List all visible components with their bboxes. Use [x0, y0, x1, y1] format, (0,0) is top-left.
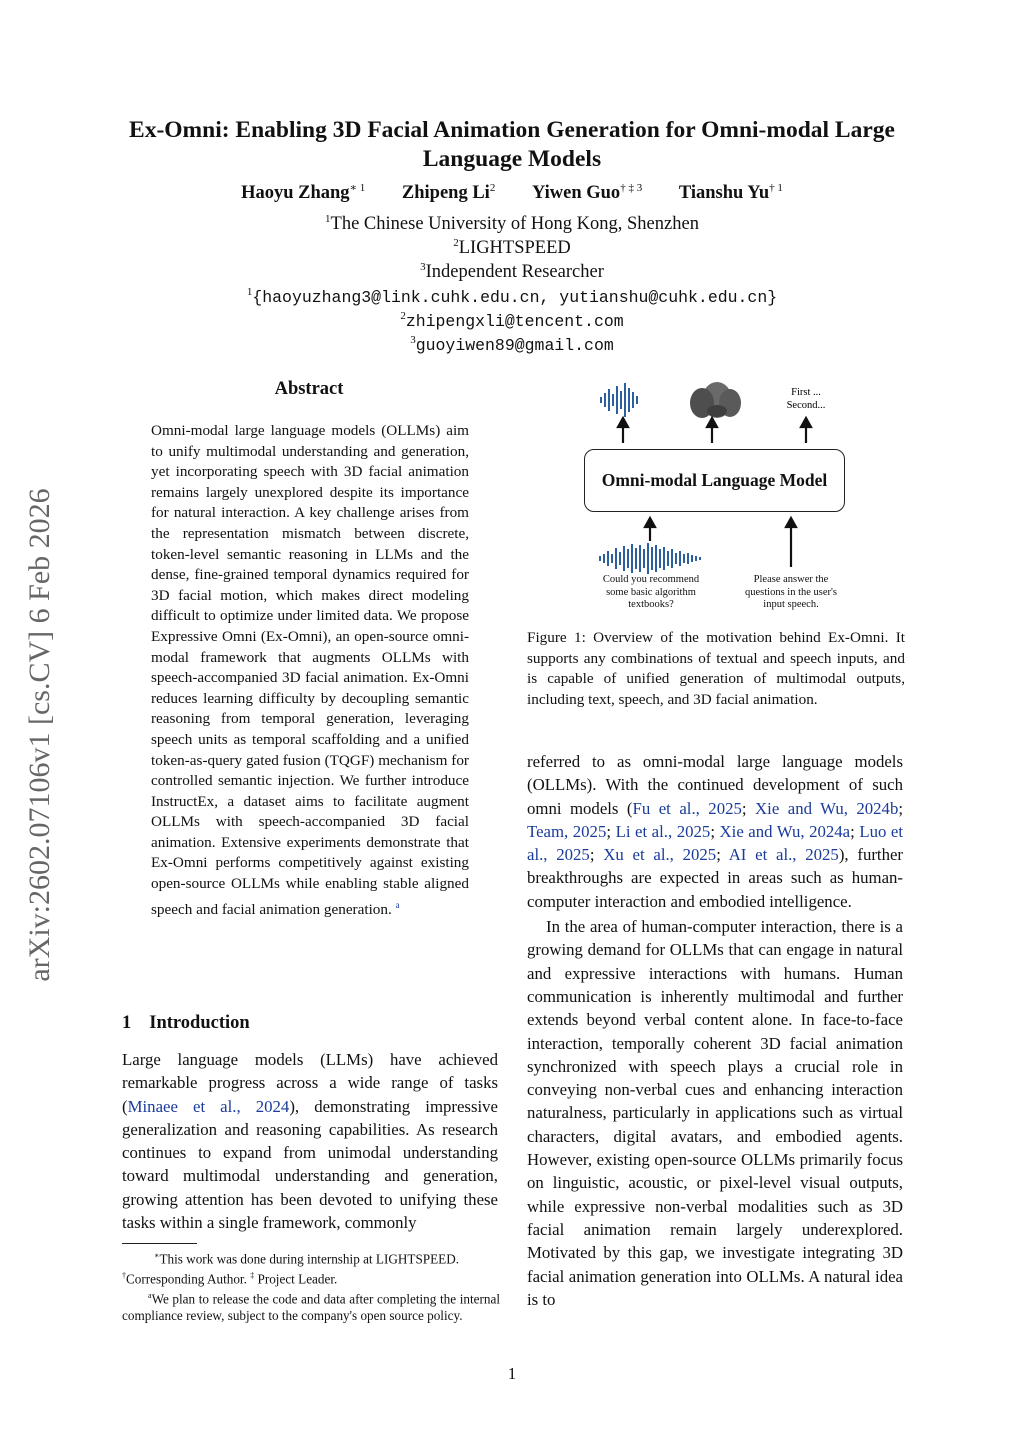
affiliation: $^1$The Chinese University of Hong Kong, Shenzhen: [325, 213, 699, 235]
citation-link[interactable]: Xie and Wu, 2024a: [719, 821, 851, 841]
paragraph: In the area of human-computer interaction, there is a growing demand for OLLMs that can engage in natural and expressive interactions with humans. Human communication is inherently multimodal and further extends beyond verbal content alone. In face-to-face interaction, temporally coherent 3D facial animation synchronized with speech plays a crucial role in conveying non-verbal cues and enhancing interaction naturalness, particularly in applications such as virtual characters, digital avatars, and embodied agents. However, existing open-source OLLMs primarily focus on linguistic, acoustic, or pixel-level visual outputs, while expressive non-verbal modalities such as 3D facial animation remain largely underexplored. Motivated by this gap, we investigate integrating 3D facial animation generation into OLLMs. A natural idea is to: [527, 917, 903, 1309]
paper-title: Ex-Omni: Enabling 3D Facial Animation Generation for Omni-modal Large Language Models: [129, 117, 895, 172]
footnotes: ∗This work was done during internship at LIGHTSPEED. †Corresponding Author. ‡ Project Leader. $^a$We plan to release the code and data after completing the internal compliance review, subject to the company's open source policy.: [122, 1251, 500, 1323]
page-number: 1: [507, 1364, 517, 1383]
citation-link[interactable]: AI et al., 2025: [728, 845, 839, 865]
author: Zhipeng Li$^2$: [401, 182, 496, 204]
speech-input-caption: Could you recommend some basic algorithm textbooks?: [602, 574, 700, 610]
citation-link[interactable]: Xie and Wu, 2024b: [755, 798, 899, 818]
text-output-line: First ...: [791, 387, 821, 398]
omni-modal-model-box: Omni-modal Language Model: [584, 449, 845, 512]
abstract-heading: Abstract: [274, 379, 344, 399]
speech-output-waveform-icon: [600, 383, 638, 417]
affiliation: $^2$LIGHTSPEED: [453, 237, 571, 259]
author: Haoyu Zhang$^{∗ 1}$: [241, 182, 366, 204]
footnote-rule: [122, 1243, 197, 1244]
citation-link[interactable]: Luo et al., 2025: [527, 821, 904, 865]
intro-right-column: referred to as omni-modal large language models (OLLMs). With the continued development of such omni models (Fu et al., 2025; Xie and Wu, 2024b; Team, 2025; Li et al., 2025; Xie and Wu, 2024a; Luo et al., 2025; Xu et al., 2025; AI et al., 2025), further breakthroughs are expected in areas such as human-computer interaction and embodied intelligence. In the area of human-computer interaction, there is a growing demand for OLLMs that can engage in natural and expressive interactions with humans. Human communication is inherently multimodal and further extends beyond verbal content alone. In face-to-face interaction, temporally coherent 3D facial animation synchronized with speech plays a crucial role in conveying non-verbal cues and enhancing interaction naturalness, particularly in applications such as virtual characters, digital avatars, and embodied agents. However, existing open-source OLLMs primarily focus on linguistic, acoustic, or pixel-level visual outputs, while expressive non-verbal modalities such as 3D facial animation remain largely underexplored. Motivated by this gap, we investigate integrating 3D facial animation generation into OLLMs. A natural idea is to: [527, 750, 903, 1311]
email-line: $^2$zhipengxli@tencent.com: [400, 310, 624, 332]
section-heading: 1 Introduction: [122, 1013, 250, 1033]
abstract-body: Omni-modal large language models (OLLMs) aim to unify multimodal understanding and generation, yet incorporating speech with 3D facial animation remains largely unexplored despite its importance for natural interaction. A key challenge arises from the representation mismatch between discrete, token-level semantic reasoning in LLMs and the dense, fine-grained temporal dynamics required for 3D facial motion, which makes direct modeling difficult to optimize under limited data. We propose Expressive Omni (Ex-Omni), an open-source omni-modal framework that augments OLLMs with speech-accompanied 3D facial animation. Ex-Omni reduces learning difficulty by decoupling semantic reasoning from temporal generation, leveraging speech units as temporal scaffolding and a unified token-as-query gated fusion (TQGF) mechanism for controlled semantic injection. We further introduce InstructEx, a dataset aims to facilitate augment OLLMs with speech-accompanied 3D facial animation. Extensive experiments demonstrate that Ex-Omni performs competitively against existing open-source OLLMs while enabling stable aligned speech and facial animation generation. $^a$: [151, 422, 469, 918]
author: Tianshu Yu$^{\dagger 1}$: [678, 182, 783, 204]
affiliation: $^3$Independent Researcher: [420, 261, 604, 283]
output-arrows: [618, 418, 811, 443]
figure-caption: Figure 1: Overview of the motivation behind Ex-Omni. It supports any combinations of textual and speech inputs, and is capable of unified generation of multimodal outputs, including text, speech, and 3D facial animation.: [527, 629, 905, 709]
citation-link[interactable]: Fu et al., 2025: [632, 798, 742, 818]
text-output-line: Second...: [786, 400, 826, 411]
citation-link[interactable]: Xu et al., 2025: [603, 845, 717, 865]
citation-link[interactable]: Team, 2025: [527, 821, 607, 841]
citation-link[interactable]: Minaee et al., 2024: [127, 1096, 290, 1116]
arxiv-side-label: arXiv:2602.07106v1 [cs.CV] 6 Feb 2026: [23, 488, 56, 982]
intro-left-column: Large language models (LLMs) have achieved remarkable progress across a wide range of tasks (Minaee et al., 2024), demonstrating impressive generalization and reasoning capabilities. As research continues to expand from unimodal understanding toward multimodal understanding and generation, growing attention has been devoted to unifying these tasks within a single framework, commonly: [122, 1050, 498, 1233]
text-input-caption: Please answer the questions in the user's input speech.: [744, 574, 837, 610]
speech-input-waveform-icon: [599, 543, 701, 574]
email-line: $^1${haoyuzhang3@link.cuhk.edu.cn, yutianshu@cuhk.edu.cn}: [246, 286, 778, 308]
footnote-link[interactable]: a: [395, 899, 400, 910]
3d-face-icon: [690, 382, 741, 418]
citation-link[interactable]: Li et al., 2025: [615, 821, 711, 841]
email-line: $^3$guoyiwen89@gmail.com: [410, 334, 614, 356]
author: Yiwen Guo$^{\dagger \ddagger 3}$: [531, 182, 643, 204]
author-list: [100, 181, 924, 204]
